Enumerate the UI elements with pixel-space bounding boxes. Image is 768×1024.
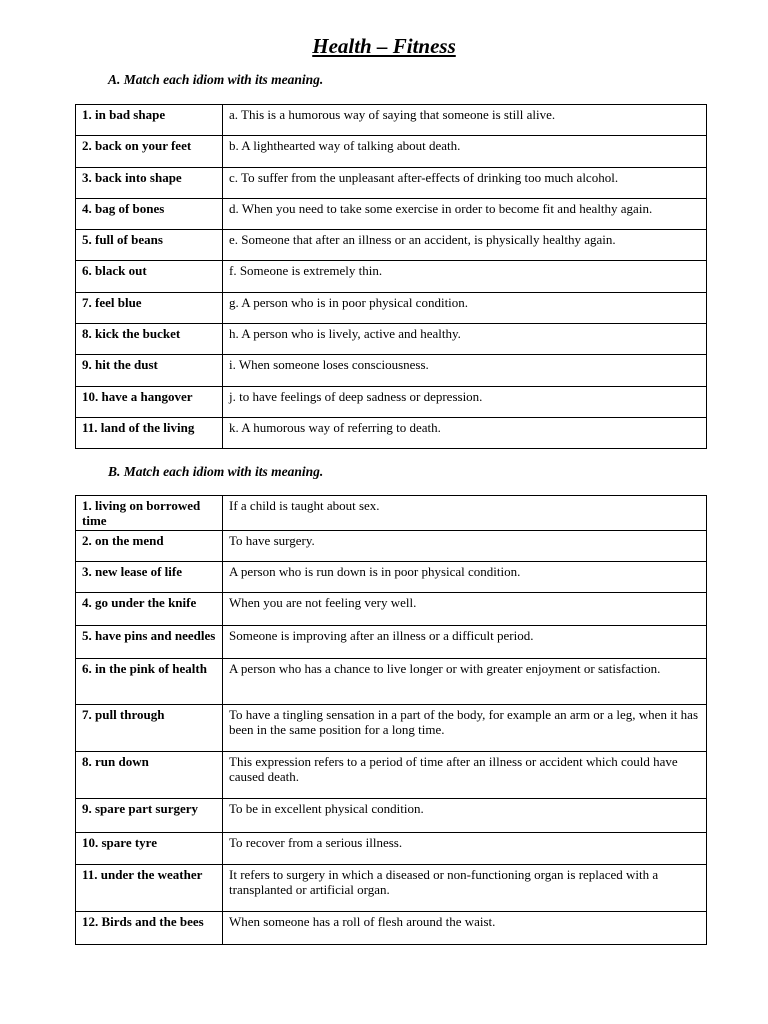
section-a-heading: A. Match each idiom with its meaning. [108,72,324,87]
table-row [76,705,707,752]
meaning-cell: j. to have feelings of deep sadness or depression. [223,386,707,417]
table-row [76,230,707,261]
idiom-table-b [75,495,707,945]
table-row [76,324,707,355]
table-row [76,167,707,198]
idiom-cell: 3. new lease of life [76,562,223,593]
idiom-cell: 4. bag of bones [76,198,223,229]
meaning-cell: A person who is run down is in poor physical condition. [223,562,707,593]
table-row [76,355,707,386]
table-row [76,417,707,448]
idiom-table-a [75,104,707,449]
table-row [76,912,707,945]
idiom-cell: 4. go under the knife [76,593,223,626]
meaning-cell: This expression refers to a period of time after an illness or accident which could have caused death. [223,752,707,799]
idiom-cell: 5. have pins and needles [76,626,223,659]
idiom-cell: 9. hit the dust [76,355,223,386]
table-row [76,562,707,593]
meaning-cell: To have a tingling sensation in a part of the body, for example an arm or a leg, when it has been in the same position for a long time. [223,705,707,752]
table-row [76,136,707,167]
idiom-cell: 1. in bad shape [76,105,223,136]
meaning-cell: A person who has a chance to live longer or with greater enjoyment or satisfaction. [223,659,707,705]
table-row [76,799,707,833]
meaning-cell: b. A lighthearted way of talking about death. [223,136,707,167]
meaning-cell: k. A humorous way of referring to death. [223,417,707,448]
table-row [76,105,707,136]
meaning-cell: e. Someone that after an illness or an accident, is physically healthy again. [223,230,707,261]
meaning-cell: To be in excellent physical condition. [223,799,707,833]
idiom-cell: 3. back into shape [76,167,223,198]
idiom-cell: 8. run down [76,752,223,799]
meaning-cell: c. To suffer from the unpleasant after-effects of drinking too much alcohol. [223,167,707,198]
meaning-cell: When you are not feeling very well. [223,593,707,626]
meaning-cell: g. A person who is in poor physical condition. [223,292,707,323]
meaning-cell: To have surgery. [223,531,707,562]
idiom-cell: 10. spare tyre [76,833,223,865]
idiom-cell: 12. Birds and the bees [76,912,223,945]
idiom-cell: 6. in the pink of health [76,659,223,705]
idiom-cell: 2. on the mend [76,531,223,562]
table-row [76,833,707,865]
table-row [76,198,707,229]
table-row [76,386,707,417]
table-row [76,292,707,323]
table-row [76,261,707,292]
table-row [76,626,707,659]
idiom-cell: 7. feel blue [76,292,223,323]
meaning-cell: i. When someone loses consciousness. [223,355,707,386]
table-row [76,593,707,626]
page-title: Health – Fitness [312,34,456,58]
idiom-cell: 5. full of beans [76,230,223,261]
idiom-cell: 9. spare part surgery [76,799,223,833]
meaning-cell: f. Someone is extremely thin. [223,261,707,292]
idiom-cell: 1. living on borrowed time [76,496,223,531]
idiom-cell: 11. under the weather [76,865,223,912]
meaning-cell: h. A person who is lively, active and healthy. [223,324,707,355]
table-row [76,752,707,799]
idiom-cell: 2. back on your feet [76,136,223,167]
idiom-cell: 7. pull through [76,705,223,752]
table-row [76,865,707,912]
table-row [76,659,707,705]
meaning-cell: Someone is improving after an illness or a difficult period. [223,626,707,659]
meaning-cell: If a child is taught about sex. [223,496,707,531]
meaning-cell: a. This is a humorous way of saying that someone is still alive. [223,105,707,136]
idiom-cell: 6. black out [76,261,223,292]
idiom-cell: 8. kick the bucket [76,324,223,355]
idiom-cell: 10. have a hangover [76,386,223,417]
meaning-cell: To recover from a serious illness. [223,833,707,865]
table-row [76,531,707,562]
section-b-heading: B. Match each idiom with its meaning. [108,464,324,479]
meaning-cell: It refers to surgery in which a diseased or non-functioning organ is replaced with a transplanted or artificial organ. [223,865,707,912]
meaning-cell: d. When you need to take some exercise in order to become fit and healthy again. [223,198,707,229]
table-row [76,496,707,531]
idiom-cell: 11. land of the living [76,417,223,448]
meaning-cell: When someone has a roll of flesh around the waist. [223,912,707,945]
